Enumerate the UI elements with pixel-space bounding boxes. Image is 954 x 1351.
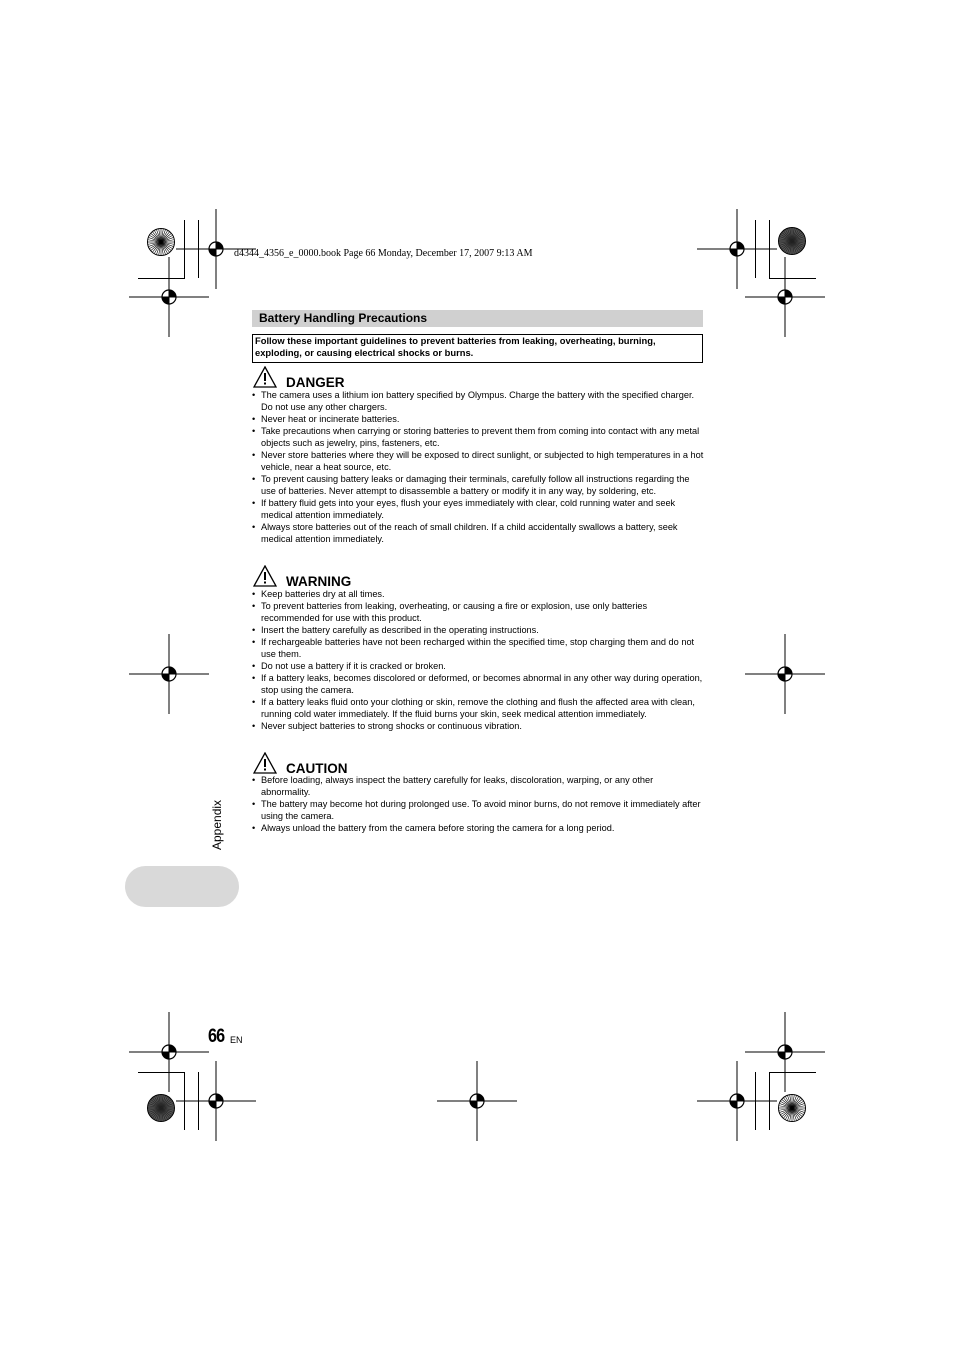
danger-item: • The camera uses a lithium ion battery specified by Olympus. Charge the battery with the specified charger. Do not use any other chargers. <box>252 389 704 413</box>
section-title: Battery Handling Precautions <box>259 311 428 325</box>
registration-starburst-icon <box>777 226 807 256</box>
registration-starburst-icon <box>146 1093 176 1123</box>
caution-item: • Always unload the battery from the camera before storing the camera for a long period. <box>252 822 704 834</box>
print-header-info: d4344_4356_e_0000.book Page 66 Monday, December 17, 2007 9:13 AM <box>234 248 533 259</box>
warning-item: • If a battery leaks fluid onto your clothing or skin, remove the clothing and flush the affected area with clean, running cold water immediately. If the fluid burns your skin, seek medical attention immediately. <box>252 696 704 720</box>
section-title-bar <box>252 310 703 327</box>
warning-triangle-icon <box>253 752 277 774</box>
warning-item: • Keep batteries dry at all times. <box>252 588 704 600</box>
registration-starburst-icon <box>146 227 176 257</box>
registration-target-icon <box>176 1061 256 1141</box>
caution-item: • Before loading, always inspect the battery carefully for leaks, discoloration, warping, or any other abnormality. <box>252 774 704 798</box>
intro-note: Follow these important guidelines to prevent batteries from leaking, overheating, burning, exploding, or causing electrical shocks or burns. <box>252 334 703 363</box>
warning-item: • Never subject batteries to strong shocks or continuous vibration. <box>252 720 704 732</box>
registration-target-icon <box>437 1061 517 1141</box>
registration-starburst-icon <box>777 1093 807 1123</box>
danger-item: • Never store batteries where they will be exposed to direct sunlight, or subjected to high temperatures in a hot vehicle, near a heat source, etc. <box>252 449 704 473</box>
registration-target-icon <box>745 257 825 337</box>
warning-item: • If a battery leaks, becomes discolored or deformed, or becomes abnormal in any other way during operation, stop using the camera. <box>252 672 704 696</box>
warning-triangle-icon <box>253 366 277 388</box>
danger-item: • Take precautions when carrying or storing batteries to prevent them from coming into contact with any metal objects such as jewelry, pins, fasteners, etc. <box>252 425 704 449</box>
side-chapter-tab <box>125 866 239 907</box>
caution-list <box>252 774 704 834</box>
registration-target-icon <box>129 257 209 337</box>
registration-target-icon <box>129 634 209 714</box>
page-number: 66 <box>208 1026 225 1047</box>
warning-triangle-icon <box>253 565 277 587</box>
caution-title: CAUTION <box>286 761 348 776</box>
side-chapter-label: Appendix <box>210 799 224 850</box>
danger-item: • Never heat or incinerate batteries. <box>252 413 704 425</box>
warning-item: • To prevent batteries from leaking, overheating, or causing a fire or explosion, use only batteries recommended for use with this product. <box>252 600 704 624</box>
danger-list <box>252 389 704 545</box>
registration-target-icon <box>697 1061 777 1141</box>
danger-item: • If battery fluid gets into your eyes, flush your eyes immediately with clear, cold running water and seek medical attention immediately. <box>252 497 704 521</box>
warning-title: WARNING <box>286 574 352 589</box>
warning-item: • Do not use a battery if it is cracked or broken. <box>252 660 704 672</box>
caution-item: • The battery may become hot during prolonged use. To avoid minor burns, do not remove it immediately after using the camera. <box>252 798 704 822</box>
warning-item: • If rechargeable batteries have not been recharged within the specified time, stop charging them and do not use them. <box>252 636 704 660</box>
danger-title: DANGER <box>286 375 345 390</box>
page-language: EN <box>230 1035 243 1045</box>
registration-target-icon <box>745 634 825 714</box>
warning-item: • Insert the battery carefully as described in the operating instructions. <box>252 624 704 636</box>
danger-item: • Always store batteries out of the reach of small children. If a child accidentally swallows a battery, seek medical attention immediately. <box>252 521 704 545</box>
warning-list <box>252 588 704 732</box>
danger-item: • To prevent causing battery leaks or damaging their terminals, carefully follow all instructions regarding the use of batteries. Never attempt to disassemble a battery or modify it in any way, by soldering, etc. <box>252 473 704 497</box>
